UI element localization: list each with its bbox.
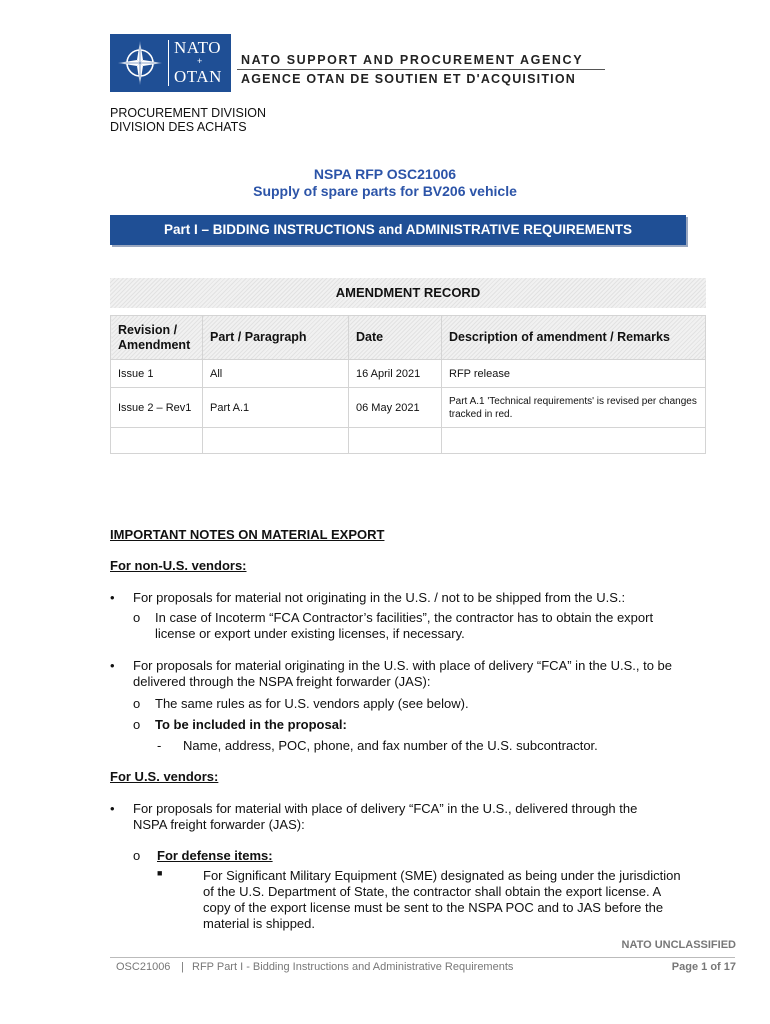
note-subitem: To be included in the proposal: xyxy=(155,717,347,732)
note-subitem: For defense items: xyxy=(157,848,273,863)
table-cell: 06 May 2021 xyxy=(349,388,442,428)
circle-bullet-icon: o xyxy=(133,717,141,732)
table-cell: 16 April 2021 xyxy=(349,360,442,388)
notes-heading: IMPORTANT NOTES ON MATERIAL EXPORT xyxy=(110,527,385,542)
rfp-number: NSPA RFP OSC21006 xyxy=(313,166,457,182)
col-header: Description of amendment / Remarks xyxy=(442,316,706,360)
circle-bullet-icon: o xyxy=(133,610,141,625)
footer-doc-title: RFP Part I - Bidding Instructions and Administrative Requirements xyxy=(192,961,514,973)
note-item: For proposals for material not originating in the U.S. / not to be shipped from the U.S.: xyxy=(133,590,626,605)
col-header: Revision / Amendment xyxy=(111,316,203,360)
nato-logo: NATO + OTAN xyxy=(110,34,231,92)
table-cell: Part A.1 'Technical requirements' is revised per changes tracked in red. xyxy=(442,388,706,428)
part-banner: Part I – BIDDING INSTRUCTIONS and ADMINISTRATIVE REQUIREMENTS xyxy=(110,215,686,245)
circle-bullet-icon: o xyxy=(133,848,141,863)
bullet-icon: • xyxy=(110,590,115,605)
amendment-heading: AMENDMENT RECORD xyxy=(110,278,706,308)
table-cell xyxy=(349,428,442,454)
amendment-table xyxy=(110,315,706,454)
agency-name-fr: AGENCE OTAN DE SOUTIEN ET D'ACQUISITION xyxy=(241,72,576,86)
table-header-row xyxy=(111,316,706,360)
col-header: Date xyxy=(349,316,442,360)
rfp-subject: Supply of spare parts for BV206 vehicle xyxy=(253,183,517,199)
division-en: PROCUREMENT DIVISION xyxy=(110,106,267,120)
col-header: Part / Paragraph xyxy=(203,316,349,360)
us-heading: For U.S. vendors: xyxy=(110,769,219,784)
table-cell: RFP release xyxy=(442,360,706,388)
table-cell: Issue 2 – Rev1 xyxy=(111,388,203,428)
footer-separator: | xyxy=(181,961,184,973)
table-cell: Issue 1 xyxy=(111,360,203,388)
square-bullet-icon: ■ xyxy=(157,868,163,878)
page-number: Page 1 of 17 xyxy=(671,961,736,973)
table-cell: Part A.1 xyxy=(203,388,349,428)
table-cell xyxy=(111,428,203,454)
classification-label: NATO UNCLASSIFIED xyxy=(621,939,736,951)
table-cell: All xyxy=(203,360,349,388)
agency-name-en: NATO SUPPORT AND PROCUREMENT AGENCY xyxy=(241,53,584,67)
table-cell xyxy=(203,428,349,454)
circle-bullet-icon: o xyxy=(133,696,141,711)
note-item: For proposals for material originating in the U.S. with place of delivery “FCA” in the U.S., to be delivered through the NSPA freight forwarder (JAS): xyxy=(133,658,673,689)
bullet-icon: • xyxy=(110,658,115,673)
note-subitem: In case of Incoterm “FCA Contractor’s facilities”, the contractor has to obtain the export license or export under existing licenses, if necessary. xyxy=(155,610,654,641)
note-subitem: The same rules as for U.S. vendors apply (see below). xyxy=(155,696,469,711)
table-cell xyxy=(442,428,706,454)
table-row xyxy=(111,388,706,428)
table-row xyxy=(111,360,706,388)
note-item: For proposals for material with place of delivery “FCA” in the U.S., delivered through the NSPA freight forwarder (JAS): xyxy=(133,801,638,832)
note-subsubitem: Name, address, POC, phone, and fax number of the U.S. subcontractor. xyxy=(183,738,598,753)
table-row xyxy=(111,428,706,454)
division-fr: DIVISION DES ACHATS xyxy=(110,120,247,134)
non-us-heading: For non-U.S. vendors: xyxy=(110,558,247,573)
footer-doc-ref: OSC21006 xyxy=(116,961,171,973)
logo-text-otan: OTAN xyxy=(174,67,222,86)
compass-star-icon xyxy=(116,38,164,88)
logo-text-nato: NATO xyxy=(174,38,222,57)
bullet-icon: • xyxy=(110,801,115,816)
dash-bullet-icon: - xyxy=(157,738,162,753)
note-subsubitem: For Significant Military Equipment (SME) designated as being under the jurisdiction of the U.S. Department of State, the contractor shall obtain the export license. A copy of the export license must be sent to the NSPA POC and to JAS before the material is shipped. xyxy=(203,868,681,931)
